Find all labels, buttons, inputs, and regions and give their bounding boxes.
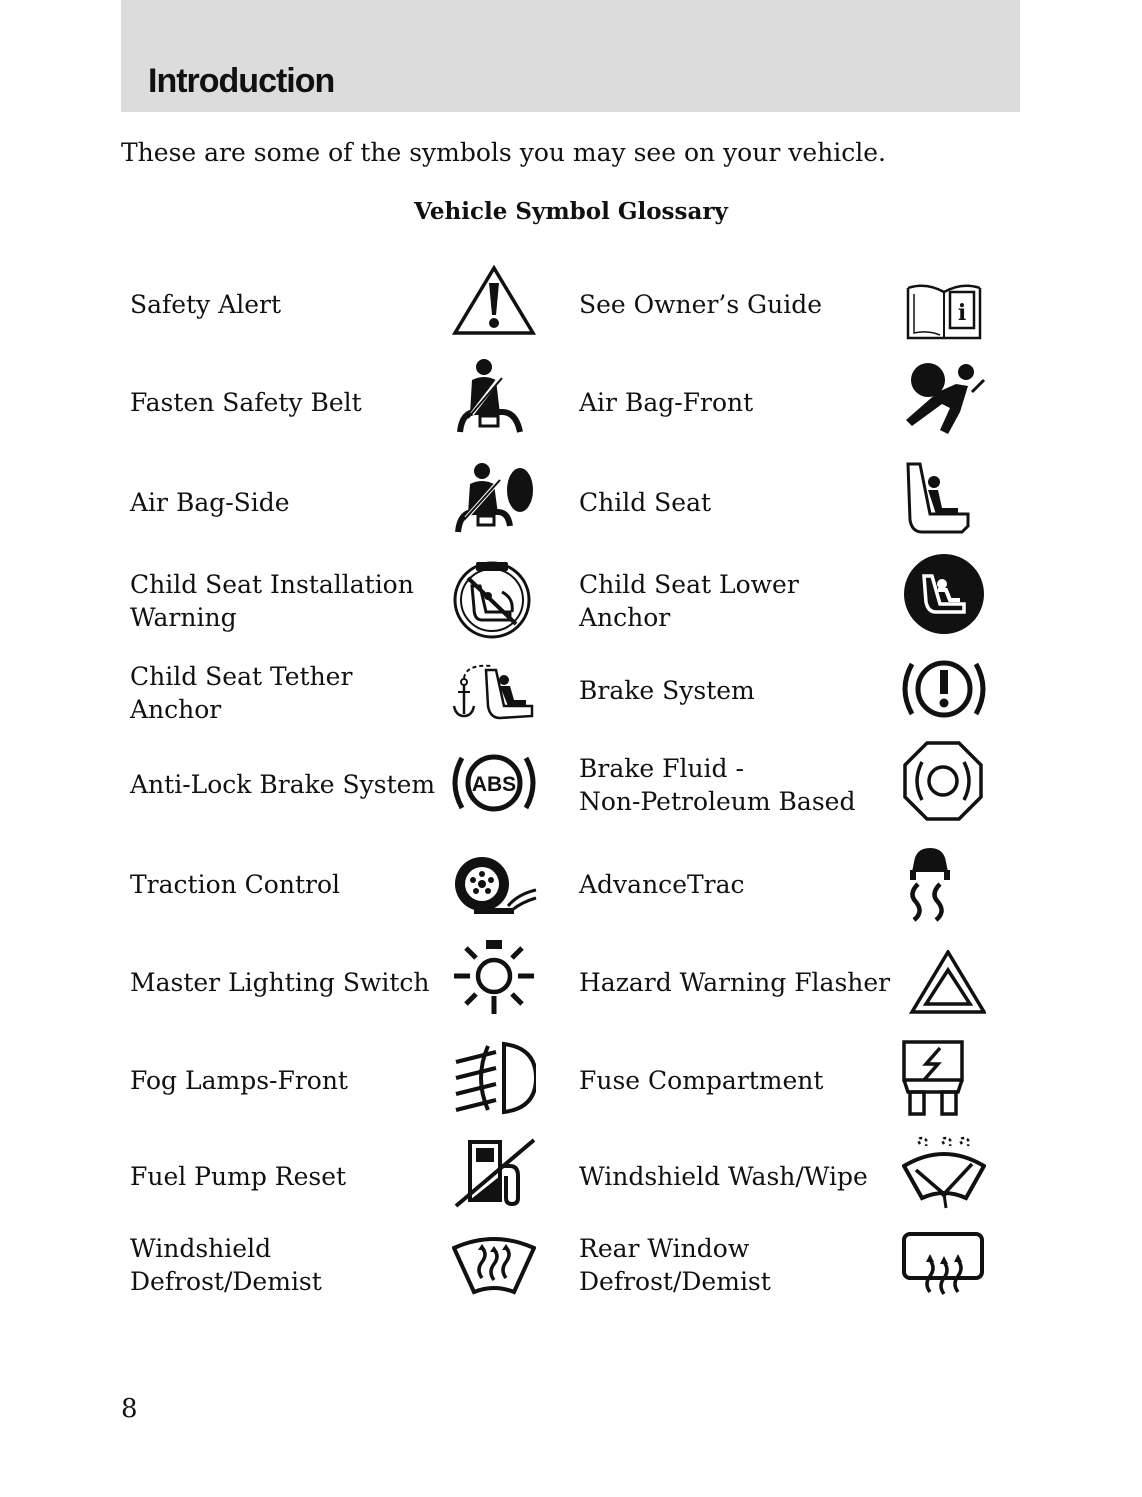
rear-defrost-icon bbox=[902, 1230, 986, 1300]
glossary-title bbox=[0, 198, 1142, 225]
fuel-pump-reset-icon bbox=[452, 1136, 536, 1208]
hazard-flasher-icon bbox=[902, 950, 986, 1016]
owners-guide-icon bbox=[902, 278, 986, 344]
glossary-title-text: Vehicle Symbol Glossary bbox=[414, 198, 728, 225]
brake-system-icon bbox=[902, 656, 986, 722]
glossary-label bbox=[579, 1160, 868, 1193]
label-line: Anchor bbox=[130, 695, 222, 724]
glossary-label bbox=[579, 752, 855, 818]
label-line: Child Seat Tether bbox=[130, 662, 353, 691]
advancetrac-icon bbox=[902, 842, 962, 924]
air-bag-front-icon bbox=[902, 360, 986, 440]
traction-control-icon bbox=[452, 854, 538, 916]
label-line: Fuel Pump Reset bbox=[130, 1162, 347, 1191]
label-line: Master Lighting Switch bbox=[130, 968, 430, 997]
child-seat-lower-anchor-icon bbox=[902, 552, 986, 636]
safety-alert-icon bbox=[452, 265, 536, 337]
label-line: Anchor bbox=[579, 603, 671, 632]
fuse-compartment-icon bbox=[902, 1040, 968, 1116]
glossary-label bbox=[130, 386, 362, 419]
windshield-defrost-icon bbox=[452, 1234, 536, 1296]
intro-text: These are some of the symbols you may see on your vehicle. bbox=[121, 138, 886, 167]
label-line: See Owner’s Guide bbox=[579, 290, 822, 319]
label-line: Fasten Safety Belt bbox=[130, 388, 362, 417]
glossary-label bbox=[130, 1232, 322, 1298]
fog-lamps-icon bbox=[452, 1040, 536, 1116]
label-line: Brake Fluid - bbox=[579, 754, 744, 783]
child-seat-icon bbox=[902, 460, 974, 540]
svg-text:i: i bbox=[957, 300, 967, 326]
glossary-label bbox=[130, 966, 430, 999]
label-line: Fog Lamps-Front bbox=[130, 1066, 348, 1095]
glossary-label bbox=[130, 868, 340, 901]
child-seat-installation-warning-icon bbox=[452, 558, 532, 640]
brake-fluid-icon bbox=[902, 740, 984, 822]
label-line: Child Seat Installation bbox=[130, 570, 414, 599]
glossary-label bbox=[130, 1160, 346, 1193]
glossary-label bbox=[130, 768, 435, 801]
glossary-label bbox=[579, 288, 822, 321]
label-line: Anti-Lock Brake System bbox=[130, 770, 436, 799]
glossary-label bbox=[130, 660, 352, 726]
label-line: Child Seat Lower bbox=[579, 570, 799, 599]
glossary-label bbox=[579, 966, 890, 999]
label-line: Defrost/Demist bbox=[130, 1267, 322, 1296]
label-line: Child Seat bbox=[579, 488, 712, 517]
air-bag-side-icon bbox=[452, 462, 536, 538]
label-line: Fuse Compartment bbox=[579, 1066, 824, 1095]
glossary-label bbox=[579, 386, 753, 419]
seat-belt-icon bbox=[452, 358, 532, 440]
glossary-label bbox=[130, 568, 414, 634]
abs-icon bbox=[452, 750, 536, 816]
label-line: Rear Window bbox=[579, 1234, 750, 1263]
section-title: Introduction bbox=[148, 62, 335, 100]
glossary-label bbox=[579, 486, 711, 519]
glossary-label bbox=[579, 868, 745, 901]
glossary-label bbox=[130, 1064, 348, 1097]
glossary-label bbox=[579, 1232, 771, 1298]
label-line: Air Bag-Side bbox=[130, 488, 290, 517]
glossary-label bbox=[579, 568, 799, 634]
label-line: Hazard Warning Flasher bbox=[579, 968, 891, 997]
glossary-label bbox=[579, 1064, 823, 1097]
master-lighting-icon bbox=[452, 938, 536, 1018]
label-line: Defrost/Demist bbox=[579, 1267, 771, 1296]
label-line: Brake System bbox=[579, 676, 755, 705]
label-line: Air Bag-Front bbox=[579, 388, 754, 417]
glossary-label bbox=[579, 674, 755, 707]
label-line: Safety Alert bbox=[130, 290, 282, 319]
abs-icon-text: ABS bbox=[471, 773, 517, 796]
label-line: Windshield Wash/Wipe bbox=[579, 1162, 868, 1191]
page-number: 8 bbox=[121, 1394, 138, 1424]
label-line: Traction Control bbox=[130, 870, 340, 899]
child-seat-tether-anchor-icon bbox=[452, 662, 536, 722]
label-line: Warning bbox=[130, 603, 237, 632]
glossary-label bbox=[130, 486, 290, 519]
label-line: AdvanceTrac bbox=[579, 870, 745, 899]
label-line: Non-Petroleum Based bbox=[579, 787, 856, 816]
wash-wipe-icon bbox=[902, 1136, 986, 1212]
label-line: Windshield bbox=[130, 1234, 272, 1263]
glossary-label bbox=[130, 288, 281, 321]
